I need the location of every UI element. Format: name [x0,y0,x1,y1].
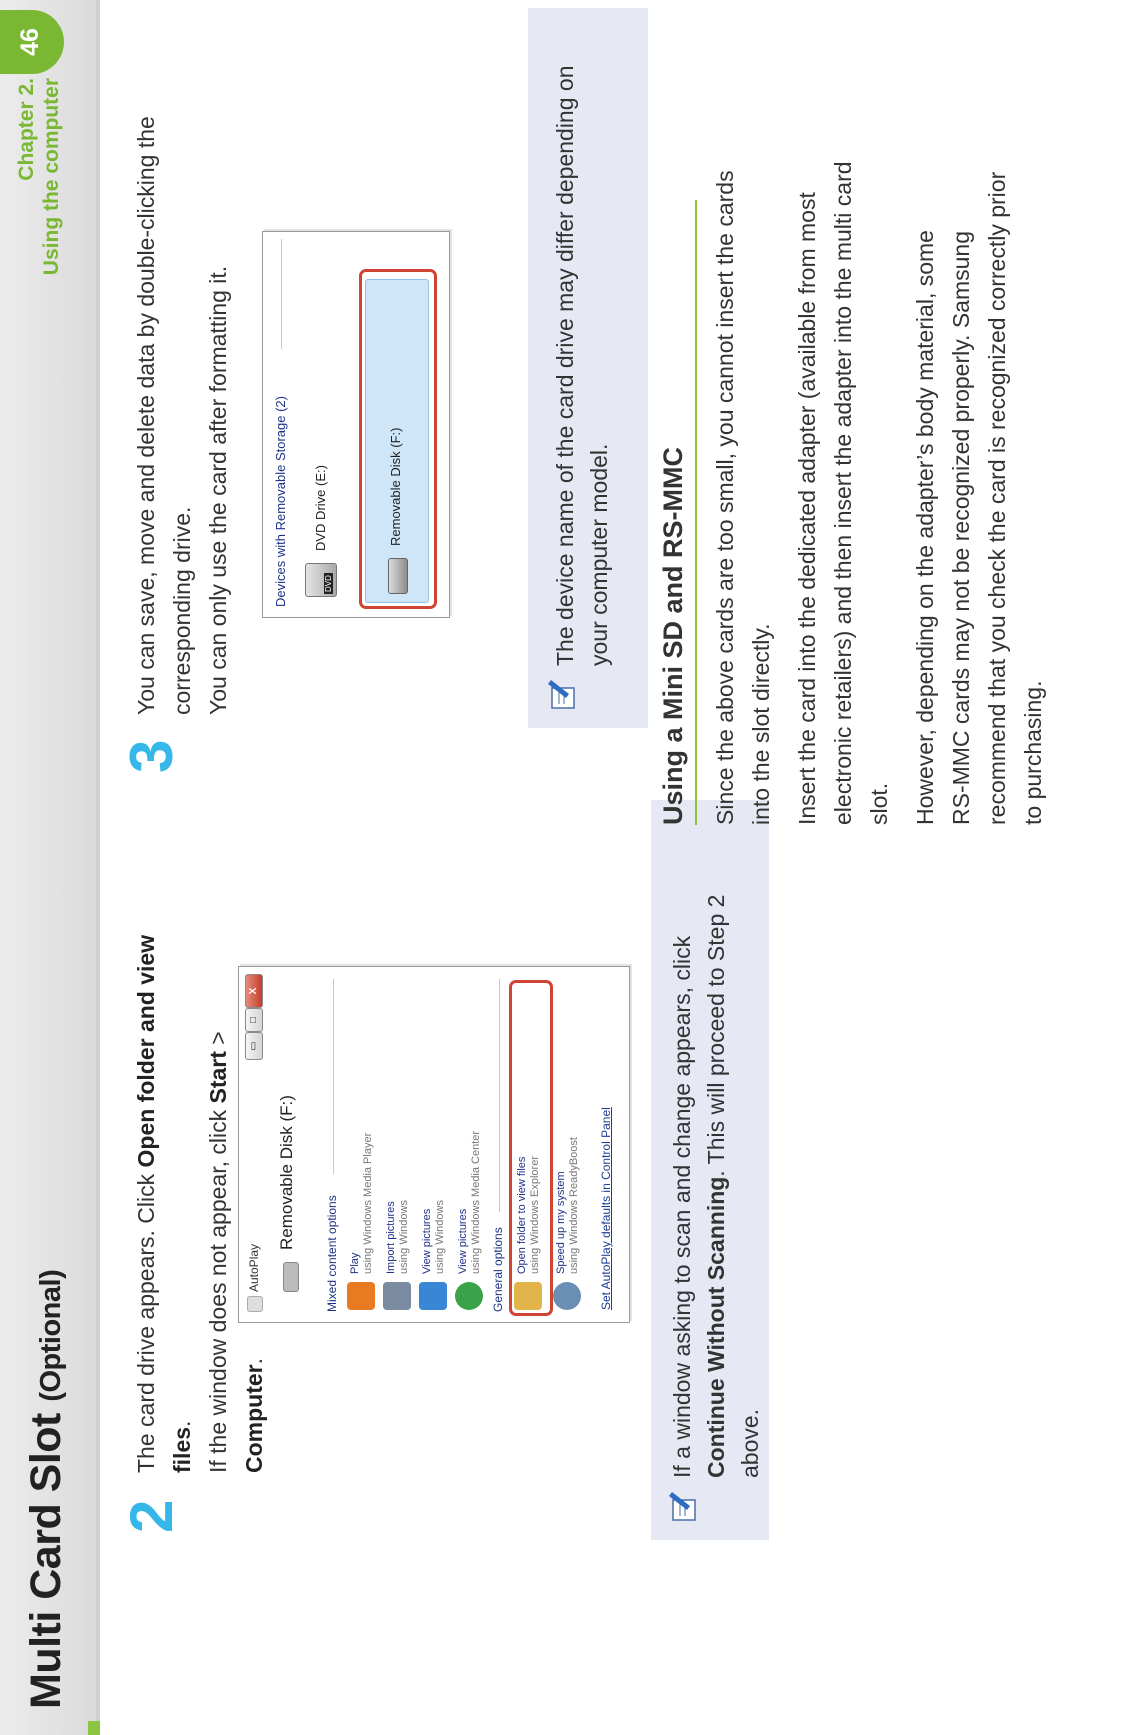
page-title-suffix: (Optional) [35,1269,67,1402]
mini-sd-p3-line-4: to purchasing. [1020,680,1046,825]
mini-sd-p1-line-2: into the slot directly. [748,623,774,825]
option-mc-title: View pictures [457,1208,469,1274]
section-mini-sd-header [658,200,697,825]
autoplay-disk-name: Removable Disk (F:) [277,1095,296,1250]
page-title [22,1270,71,1709]
option-open-folder[interactable] [514,1030,544,1310]
autoplay-defaults-link[interactable]: Set AutoPlay defaults in Control Panel [599,1107,613,1310]
camera-icon [383,1282,411,1310]
chapter-number: Chapter 2. [15,78,38,181]
note-scan-line-3: above. [737,1408,763,1478]
step-3-line-1: You can save, move and delete data by double-clicking the [133,116,159,715]
option-folder-label [516,1156,542,1274]
mini-sd-p3-line-1: However, depending on the adapter’s body material, some [912,230,938,825]
option-view-label [421,1200,447,1274]
mini-sd-p1-line-1: Since the above cards are too small, you cannot insert the cards [712,170,738,825]
note-scan-text [665,808,767,1478]
option-view-media-center[interactable] [455,1030,485,1310]
pictures-icon [419,1282,447,1310]
autoplay-dialog [238,966,630,1323]
step-2-line-1 [128,913,200,1473]
option-mc-label [457,1131,483,1274]
autoplay-window-icon [247,1296,263,1312]
step-3-text [128,75,236,715]
mini-sd-paragraph-2 [789,35,897,825]
readyboost-icon [553,1282,581,1310]
section-mini-sd-title: Using a Mini SD and RS-MMC [658,447,688,825]
option-readyboost-title: Speed up my system [555,1171,567,1274]
minimize-button[interactable]: ▭ [245,1032,263,1060]
removable-disk-item[interactable] [365,279,429,603]
dvd-badge: DVD [324,575,333,592]
general-options-divider [499,979,500,1212]
option-readyboost-sub: using Windows ReadyBoost [568,1137,580,1274]
note-device-text [548,16,616,666]
option-import-title: Import pictures [385,1201,397,1274]
continue-without-scanning-bold: Continue Without Scanning [703,1176,729,1478]
option-folder-sub: using Windows Explorer [529,1156,541,1274]
folder-icon [514,1282,542,1310]
note-pencil-icon-2 [544,678,578,712]
option-mc-sub: using Windows Media Center [470,1130,482,1274]
note-scan-line-2-post: . This will proceed to Step 2 [703,894,729,1177]
removable-disk-icon [283,1262,299,1292]
maximize-button[interactable]: □ [245,1008,263,1032]
option-view-title: View pictures [421,1208,433,1274]
note-scan-line-1: If a window asking to scan and change appears, click [669,935,695,1478]
general-options-header: General options [491,1227,505,1312]
removable-drive-icon [388,558,408,594]
note-device-line-2: your computer model. [586,443,612,666]
header-bar [0,0,100,1735]
mini-sd-p2-line-1: Insert the card into the dedicated adapter (available from most [794,192,820,825]
note-box-scan [651,800,769,1540]
mixed-content-header: Mixed content options [325,1195,339,1312]
start-bold: Start [205,1051,231,1104]
option-play-label [349,1133,375,1274]
header-green-accent [88,1721,100,1735]
option-play-sub: using Windows Media Player [362,1132,374,1274]
option-import-sub: using Windows [398,1200,410,1274]
dvd-drive-item[interactable] [301,377,341,597]
computer-window [262,231,450,618]
section-mini-sd-body [707,35,1051,825]
step-2-line-1-post: . [169,1420,195,1427]
removable-disk-label: Removable Disk (F:) [388,427,403,546]
step-3-number: 3 [118,739,185,773]
mini-sd-p3-line-2: RS-MMC cards may not be recognized properly. Samsung [948,231,974,825]
note-device-line-1: The device name of the card drive may differ depending on [552,65,578,666]
chapter-label [14,78,64,275]
mini-sd-paragraph-3 [907,35,1051,825]
option-view-pictures[interactable] [419,1030,449,1310]
step-2-number: 2 [118,1499,185,1533]
removable-storage-header: Devices with Removable Storage (2) [273,396,288,607]
step-3-line-2: corresponding drive. [169,506,195,715]
option-readyboost-label [555,1137,581,1274]
step-2-line-2-mid: > [205,1031,231,1052]
mini-sd-p3-line-3: recommend that you check the card is recognized correctly prior [984,171,1010,825]
option-play-title: Play [349,1252,361,1274]
option-folder-title: Open folder to view files [516,1156,528,1274]
note-pencil-icon [665,1490,699,1524]
removable-storage-divider [281,239,282,349]
option-import-label [385,1200,411,1274]
dvd-drive-label: DVD Drive (E:) [313,465,328,551]
media-center-icon [455,1282,483,1310]
mixed-options-list [347,1030,487,1310]
option-play[interactable] [347,1030,377,1310]
step-3-line-3: You can only use the card after formatting it. [205,265,231,715]
close-button[interactable]: X [245,974,263,1008]
play-icon [347,1282,375,1310]
header-shadow [96,0,100,1735]
option-readyboost[interactable] [553,1030,583,1310]
note-box-device-name [528,8,648,728]
dvd-drive-icon [305,563,337,597]
step-2-line-2-pre: If the window does not appear, click [205,1103,231,1473]
autoplay-title: AutoPlay [247,1243,261,1292]
mini-sd-p2-line-3: slot. [866,782,892,825]
note-scan-line-2 [699,808,733,1478]
option-import-pictures[interactable] [383,1030,413,1310]
page-number-badge: 46 [0,10,64,74]
computer-bold: Computer [241,1364,267,1473]
step-2-line-2-post: . [241,1357,267,1365]
mixed-content-divider [333,979,334,1174]
mini-sd-paragraph-1 [707,35,779,825]
chapter-title: Using the computer [40,78,63,276]
option-view-sub: using Windows [434,1200,446,1274]
step-2-line-1-pre: The card drive appears. Click [133,1167,159,1473]
mini-sd-p2-line-2: electronic retailers) and then insert the adapter into the multi card [830,161,856,825]
page-title-main: Multi Card Slot [22,1413,70,1709]
open-folder-bold: Open folder and view files [133,934,195,1473]
